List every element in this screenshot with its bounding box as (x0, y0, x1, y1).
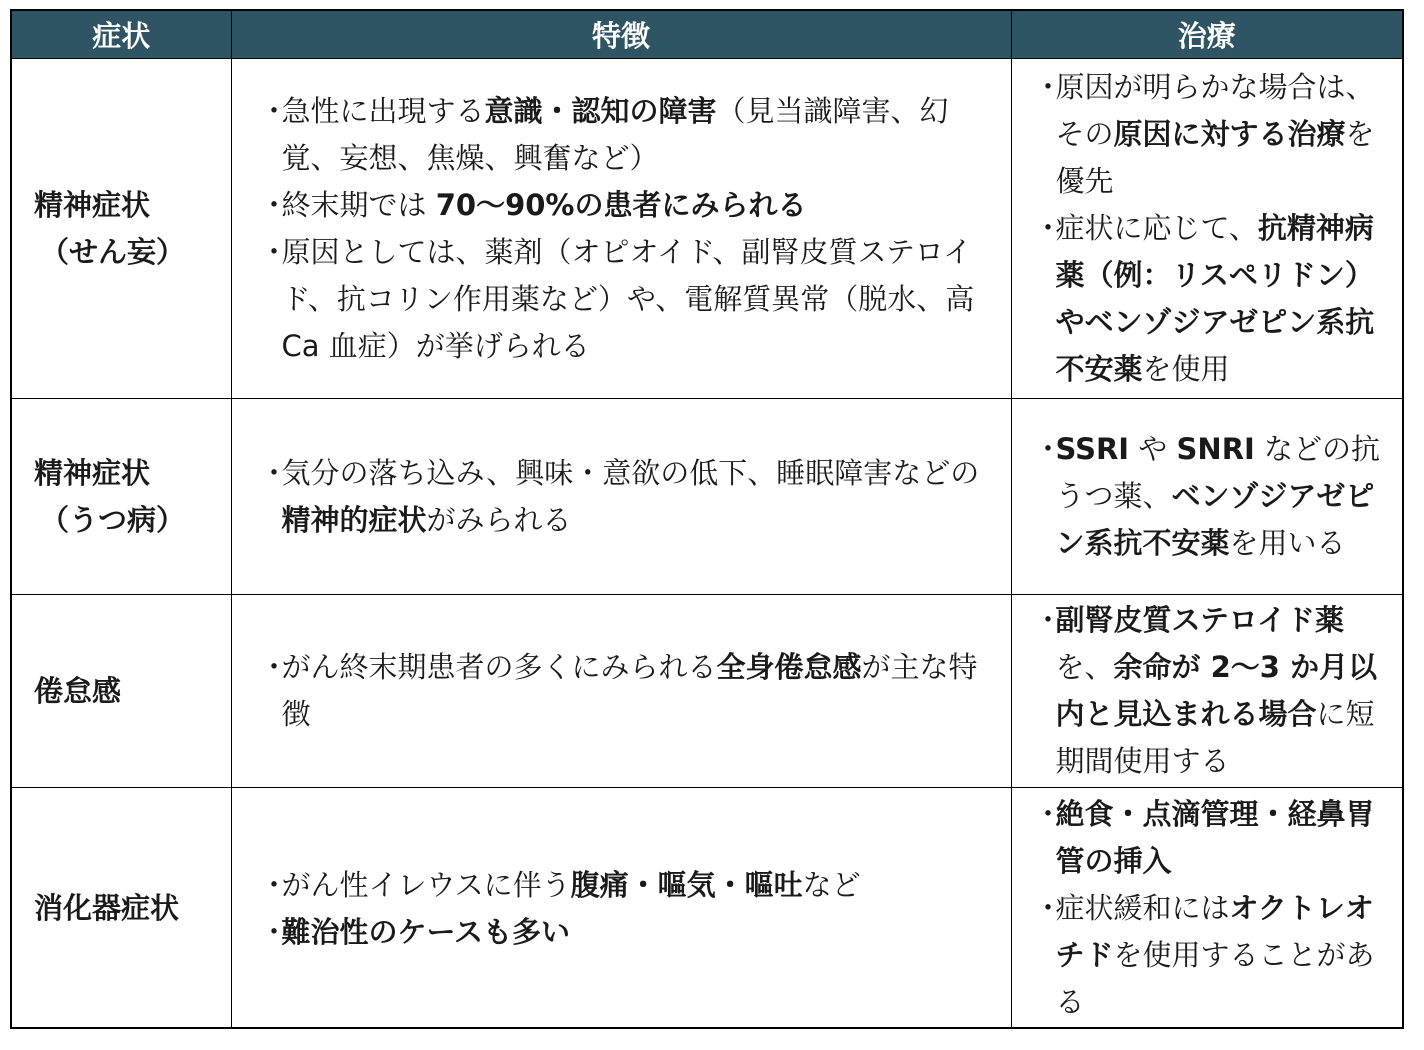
symptom-subtype: （うつ病） (40, 502, 186, 537)
body-text: など (802, 867, 861, 902)
treatment-item (1034, 597, 1393, 785)
table-row (12, 399, 1402, 595)
symptom-name: 消化器症状 (34, 891, 180, 925)
symptom-table-frame (10, 9, 1404, 1029)
treatment-item (1034, 64, 1393, 205)
body-text: 終末期では (281, 187, 436, 222)
header-feature: 特徴 (231, 11, 1011, 59)
emphasis-text: 難治性のケースも多い (281, 914, 571, 949)
body-text: がん性イレウスに伴う (281, 867, 571, 902)
symptom-name: 倦怠感 (34, 673, 122, 708)
bullet-mark: ・ (259, 650, 289, 684)
bullet-mark: ・ (1033, 211, 1063, 245)
bullet-mark: ・ (259, 867, 289, 902)
bullet-mark: ・ (1033, 603, 1063, 637)
emphasis-text: 絶食・点滴管理・経鼻胃管の挿入 (1055, 797, 1375, 878)
bullet-mark: ・ (1033, 432, 1063, 466)
emphasis-text: 全身倦怠感 (716, 650, 862, 684)
treatment-item (1034, 885, 1393, 1026)
emphasis-text: SNRI (1176, 432, 1255, 466)
emphasis-text: 精神的症状 (281, 502, 427, 537)
feature-item (260, 909, 993, 956)
feature-cell (231, 788, 1011, 1030)
body-text: （見当識障害、幻覚、妄想、焦燥、興奮など） (281, 93, 949, 175)
feature-cell (231, 595, 1011, 788)
table-row (12, 595, 1402, 788)
table-row (12, 788, 1402, 1030)
treatment-item (1034, 205, 1393, 393)
header-symptom: 症状 (12, 11, 231, 59)
emphasis-text: 意識・認知の障害 (484, 93, 717, 128)
table-row (12, 59, 1402, 399)
emphasis-text: オクトレオチド (1055, 891, 1374, 972)
emphasis-text: ベンゾジアゼピン系抗不安薬 (1055, 479, 1375, 560)
symptom-cell (12, 595, 231, 788)
emphasis-text: 腹痛・嘔気・嘔吐 (570, 867, 803, 902)
emphasis-text: 副腎皮質ステロイド薬 (1055, 603, 1345, 637)
treatment-cell (1011, 399, 1402, 595)
feature-item (260, 229, 993, 370)
treatment-item (1034, 791, 1393, 885)
body-text: 急性に出現する (281, 93, 485, 128)
symptom-subtype: （せん妄） (40, 234, 186, 269)
feature-item (260, 644, 993, 738)
emphasis-text: 抗精神病薬（例：リスペリドン）やベンゾジアゼピン系抗不安薬 (1055, 211, 1375, 386)
body-text: を使用 (1142, 352, 1230, 386)
emphasis-text: 原因に対する治療 (1113, 117, 1346, 151)
bullet-mark: ・ (259, 187, 289, 222)
symptom-name: 精神症状 (34, 187, 151, 222)
bullet-mark: ・ (1033, 891, 1063, 925)
symptom-name: 精神症状 (34, 455, 151, 490)
feature-item (260, 182, 993, 229)
emphasis-text: SSRI (1055, 432, 1130, 466)
feature-item (260, 450, 993, 544)
bullet-mark: ・ (1033, 797, 1063, 831)
body-text: がみられる (426, 502, 572, 537)
treatment-cell (1011, 788, 1402, 1030)
bullet-mark: ・ (259, 914, 289, 949)
body-text: を、 (1055, 650, 1114, 684)
feature-cell (231, 59, 1011, 399)
body-text: を用いる (1229, 526, 1346, 560)
emphasis-text: 余命が 2〜3 か月以内と見込まれる場合 (1055, 650, 1378, 731)
body-text: を使用することがある (1055, 938, 1375, 1019)
body-text: を優先 (1055, 117, 1375, 198)
body-text: 気分の落ち込み、興味・意欲の低下、睡眠障害などの (281, 455, 980, 490)
symptom-table (12, 11, 1402, 1029)
bullet-mark: ・ (1033, 70, 1063, 104)
body-text: が主な特徴 (281, 650, 978, 731)
body-text: 原因が明らかな場合は、その (1055, 70, 1375, 151)
feature-cell (231, 399, 1011, 595)
feature-item (260, 88, 993, 182)
body-text: などの抗うつ薬、 (1055, 432, 1381, 513)
bullet-mark: ・ (259, 234, 289, 269)
header-treatment: 治療 (1011, 11, 1402, 59)
body-text: がん終末期患者の多くにみられる (281, 650, 717, 684)
body-text: 症状緩和には (1055, 891, 1230, 925)
emphasis-text: 70〜90%の患者にみられる (435, 187, 807, 222)
treatment-item (1034, 426, 1393, 567)
body-text: に短期間使用する (1055, 697, 1375, 778)
body-text: や (1129, 432, 1177, 466)
symptom-cell (12, 788, 231, 1030)
bullet-mark: ・ (259, 93, 289, 128)
body-text: 原因としては、薬剤（オピオイド、副腎皮質ステロイド、抗コリン作用薬など）や、電解質異常（脱水、高 Ca 血症）が挙げられる (281, 234, 975, 363)
treatment-cell (1011, 595, 1402, 788)
symptom-cell (12, 399, 231, 595)
symptom-cell (12, 59, 231, 399)
feature-item (260, 862, 993, 909)
treatment-cell (1011, 59, 1402, 399)
body-text: 症状に応じて、 (1055, 211, 1258, 245)
bullet-mark: ・ (259, 455, 289, 490)
header-row (12, 11, 1402, 59)
